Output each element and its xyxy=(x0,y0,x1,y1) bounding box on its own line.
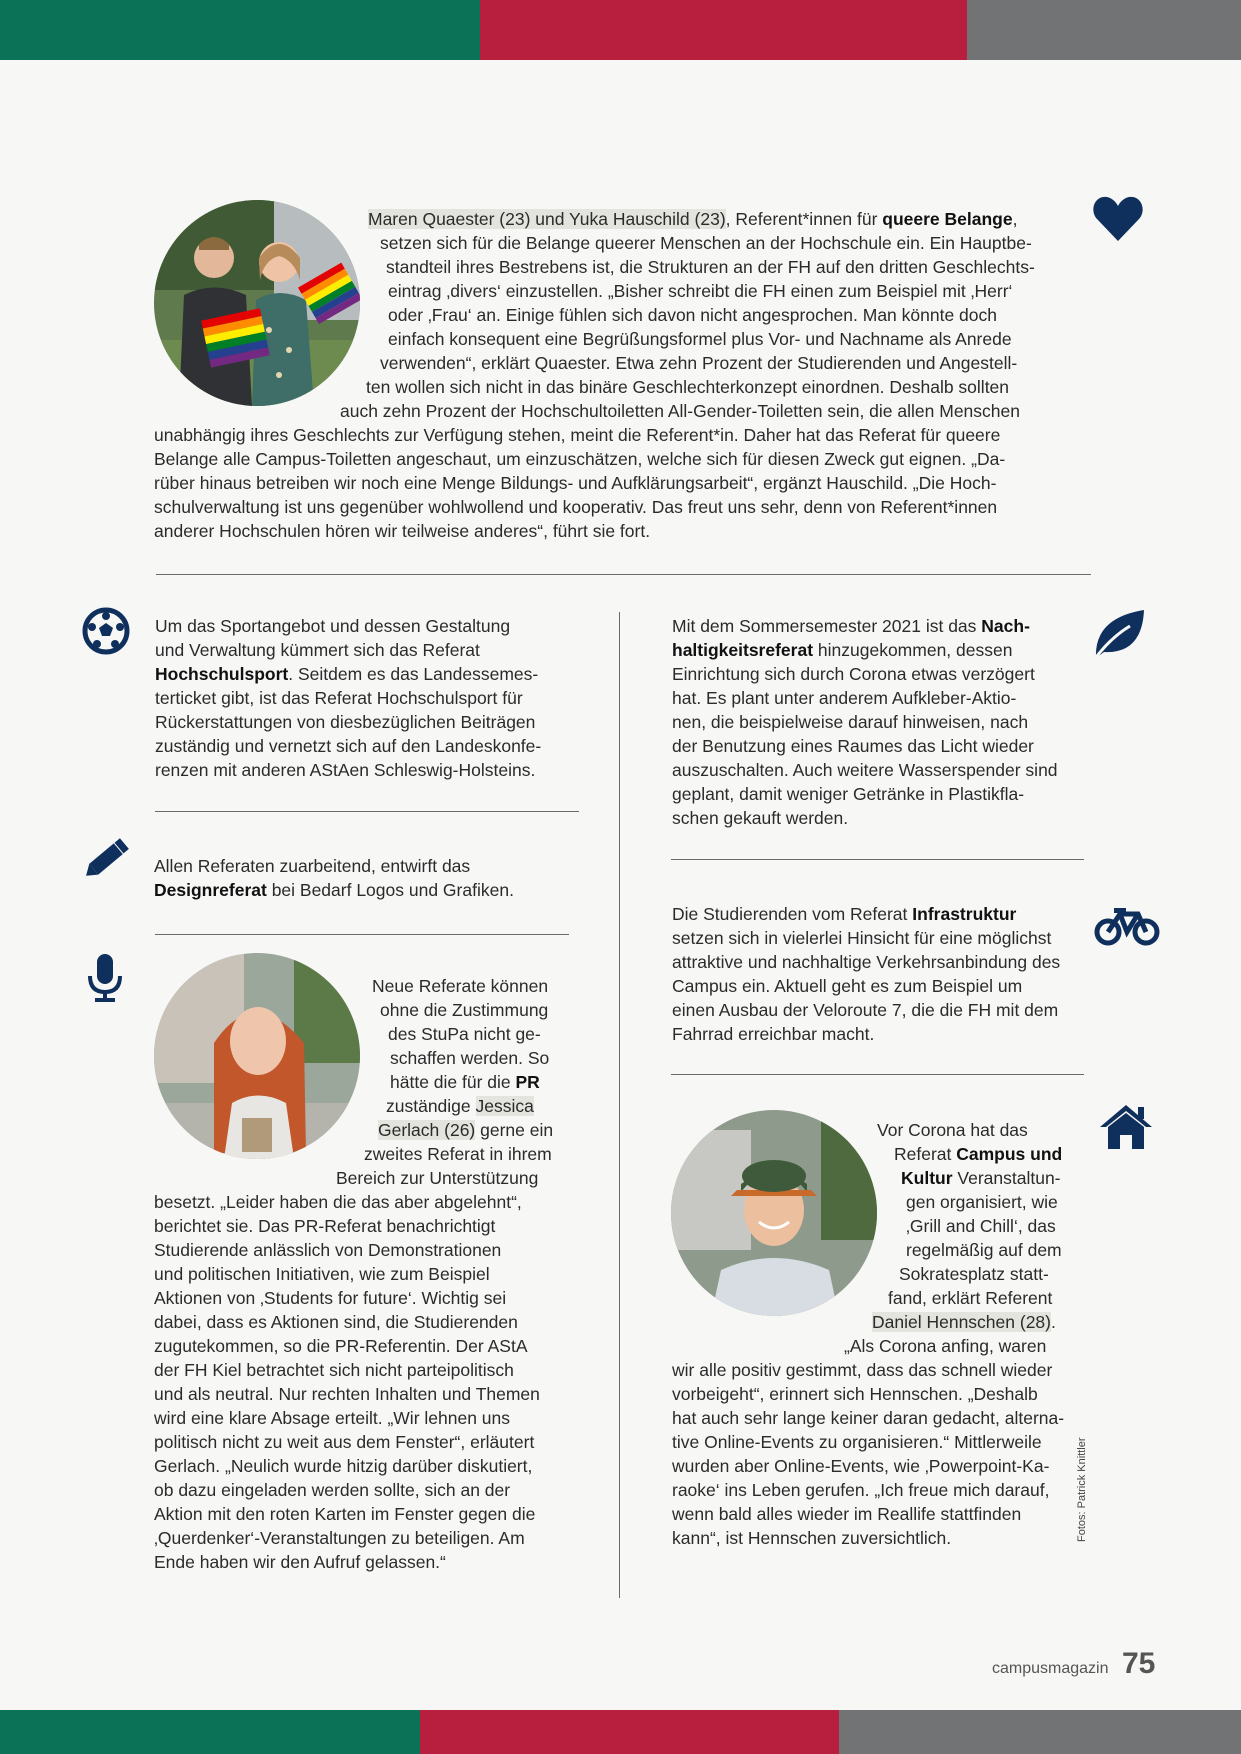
queer-line: verwenden“, erklärt Quaester. Etwa zehn Prozent der Studierenden und Angestell- xyxy=(380,353,1018,373)
top-bar-grey xyxy=(967,0,1241,60)
queer-line: unabhängig ihres Geschlechts zur Verfügung stehen, meint die Referent*in. Daher hat das Referat für queere xyxy=(154,425,1001,445)
campus-kultur-paragraph: Vor Corona hat das Referat Campus und Kultur Veranstaltun- gen organisiert, wie ‚Grill and Chill‘, das regelmäßig auf dem Sokratesplatz statt- fand, erklärt Referent Daniel Hennschen (28). „Als Corona anfing, waren wir alle positiv gestimmt, dass das schnell wieder vorbeigeht“, erinnert sich Hennschen. „Deshalb hat auch sehr lange keiner daran gedacht, alterna- tive Online-Events zu organisieren.“ Mittlerweile wurden aber Online-Events, wie ‚Powerpoint-Ka- raoke‘ ins Leben gerufen. „Ich freue mich darauf, wenn bald alles wieder im Reallife stattfinden kann“, ist Hennschen zuversichtlich. xyxy=(672,1120,1065,1548)
football-icon xyxy=(82,607,130,660)
queer-line: standteil ihres Bestrebens ist, die Strukturen an der FH auf den dritten Geschlechts- xyxy=(386,257,1035,277)
page-number: 75 xyxy=(1122,1647,1156,1680)
name-highlight: Daniel Hennschen (28) xyxy=(872,1312,1051,1332)
queer-line: einfach konsequent eine Begrüßungsformel plus Vor- und Nachname als Anrede xyxy=(388,329,1012,349)
magazine-name: campusmagazin xyxy=(992,1660,1109,1677)
queer-line: auch zehn Prozent der Hochschultoiletten All-Gender-Toiletten sein, die allen Menschen xyxy=(340,401,1020,421)
queer-line: oder ‚Frau‘ an. Einige fühlen sich davon nicht angesprochen. Man könnte doch xyxy=(388,305,998,325)
nachhaltigkeit-paragraph: Mit dem Sommersemester 2021 ist das Nach- haltigkeitsreferat hinzugekommen, dessen Einrichtung sich durch Corona etwas verzögert hat. Es plant unter anderem Aufkleber-Aktio- nen, die beispielweise darauf hinweisen, nach der Benutzung eines Raumes das Licht wieder auszuschalten. Auch weitere Wasserspender sind geplant, damit weniger Getränke in Plastikfla- schen gekauft werden. xyxy=(672,616,1058,828)
bottom-bar-red xyxy=(420,1710,839,1754)
queer-line: anderer Hochschulen hören wir teilweise anderes“, führt sie fort. xyxy=(154,521,651,541)
microphone-icon xyxy=(86,954,124,1009)
bottom-bar-grey xyxy=(839,1710,1241,1754)
bicycle-icon xyxy=(1094,906,1160,953)
design-paragraph: Allen Referaten zuarbeitend, entwirft das Designreferat bei Bedarf Logos und Grafiken. xyxy=(154,856,514,900)
leaf-icon xyxy=(1090,608,1146,665)
queer-line: schulverwaltung ist uns gegenüber wohlwollend und kooperativ. Das freut uns sehr, denn von Referent*innen xyxy=(154,497,998,517)
queer-line: eintrag ‚divers‘ einzustellen. „Bisher schreibt die FH einen zum Beispiel mit ‚Herr‘ xyxy=(388,281,1013,301)
sport-paragraph: Um das Sportangebot und dessen Gestaltung und Verwaltung kümmert sich das Referat Hochschulsport. Seitdem es das Landessemes- terticket gibt, ist das Referat Hochschulsport für Rückerstattungen von diesbezüglichen Beiträgen zuständig und vernetzt sich auf den Landeskonfe- renzen mit anderen AStAen Schleswig-Holsteins. xyxy=(155,616,542,780)
house-icon xyxy=(1098,1103,1154,1154)
queer-paragraph: Maren Quaester (23) und Yuka Hauschild (23), Referent*innen für queere Belange, setzen sich für die Belange queerer Menschen an der Hochschule ein. Ein Hauptbe- standteil ihres Bestrebens ist, die Strukturen an der FH auf den dritten Geschlechts- eintrag ‚divers‘ einzustellen. „Bisher schreibt die FH einen zum Beispiel mit ‚Herr‘ oder ‚Frau‘ an. Einige fühlen sich davon nicht angesprochen. Man könnte doch einfach konsequent eine Begrüßungsformel plus Vor- und Nachname als Anrede verwenden“, erklärt Quaester. Etwa zehn Prozent der Studierenden und Angestell- ten wollen sich nicht in das binäre Geschlechterkonzept einordnen. Deshalb sollten auch zehn Prozent der Hochschultoiletten All-Gender-Toiletten sein, die allen Menschen unabhängig ihres Geschlechts zur Verfügung stehen, meint die Referent*in. Daher hat das Referat für queere Belange alle Campus-Toiletten angeschaut, um einzuschätzen, welche sich für diesen Zweck gut eignen. „Da- rüber hinaus betreiben wir noch eine Menge Bildungs- und Aufklärungsarbeit“, ergänzt Hauschild. „Die Hoch- schulverwaltung ist uns gegenüber wohlwollend und kooperativ. Das freut uns sehr, denn von Referent*innen anderer Hochschulen hören wir teilweise anderes“, führt sie fort. xyxy=(154,207,1094,543)
queer-line: Belange alle Campus-Toiletten angeschaut, um einzuschätzen, welche sich für diesen Zweck gut eignen. „Da- xyxy=(154,449,1006,469)
name-highlight: Gerlach (26) xyxy=(378,1120,476,1140)
queer-line: ten wollen sich nicht in das binäre Geschlechterkonzept einordnen. Deshalb sollten xyxy=(366,377,1010,397)
photo-credit: Fotos: Patrick Knittler xyxy=(1076,1437,1088,1542)
column-divider xyxy=(619,612,620,1598)
divider xyxy=(671,1074,1084,1075)
name-highlight: Jessica xyxy=(475,1096,534,1116)
queer-line: setzen sich für die Belange queerer Menschen an der Hochschule ein. Ein Hauptbe- xyxy=(380,233,1032,253)
queer-names: Maren Quaester (23) und Yuka Hauschild (23) xyxy=(368,209,726,229)
divider xyxy=(155,934,569,935)
top-bar-green xyxy=(0,0,480,60)
bottom-bar-green xyxy=(0,1710,420,1754)
pr-paragraph: Neue Referate können ohne die Zustimmung des StuPa nicht ge- schaffen werden. So hätte die für die PR zuständige Jessica Gerlach (26) gerne ein zweites Referat in ihrem Bereich zur Unterstützung besetzt. „Leider haben die das aber abgelehnt“, berichtet sie. Das PR-Referat benachrichtigt Studierende anlässlich von Demonstrationen und politischen Initiativen, wie zum Beispiel Aktionen von ‚Students for future‘. Wichtig sei dabei, dass es Aktionen sind, die Studierenden zugutekommen, so die PR-Referentin. Der AStA der FH Kiel betrachtet sich nicht parteipolitisch und als neutral. Nur rechten Inhalten und Themen wird eine klare Absage erteilt. „Wir lehnen uns politisch nicht zu weit aus dem Fenster“, erläutert Gerlach. „Neulich wurde hitzig darüber diskutiert, ob dazu eingeladen werden sollte, sich an der Aktion mit den roten Karten im Fenster gegen die ‚Querdenker‘-Veranstaltungen zu beteiligen. Am Ende haben wir den Aufruf gelassen.“ xyxy=(154,976,554,1572)
queer-line: rüber hinaus betreiben wir noch eine Menge Bildungs- und Aufklärungsarbeit“, ergänzt Hauschild. „Die Hoch- xyxy=(154,473,997,493)
top-bar-red xyxy=(480,0,967,60)
infrastruktur-paragraph: Die Studierenden vom Referat Infrastruktur setzen sich in vielerlei Hinsicht für eine möglichst attraktive und nachhaltige Verkehrsanbindung des Campus ein. Aktuell geht es zum Beispiel um einen Ausbau der Veloroute 7, die die FH mit dem Fahrrad erreichbar macht. xyxy=(672,904,1061,1044)
pencil-icon xyxy=(80,834,132,889)
divider xyxy=(671,859,1084,860)
heart-icon xyxy=(1093,195,1143,246)
divider xyxy=(156,574,1091,575)
divider xyxy=(155,811,579,812)
